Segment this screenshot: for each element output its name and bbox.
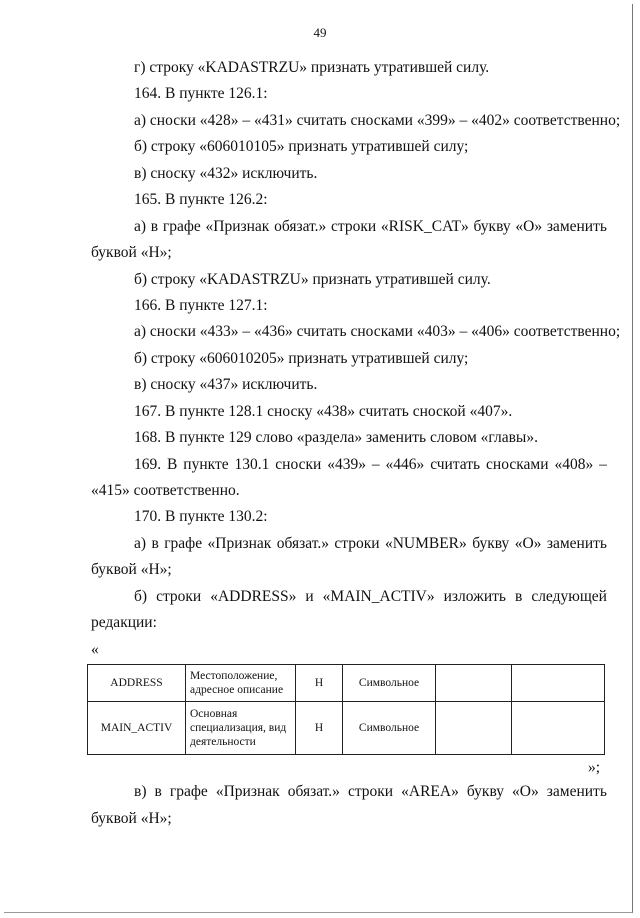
word: «Признак: [205, 218, 270, 235]
word: букву: [473, 218, 511, 235]
word: «О»: [512, 783, 539, 800]
section-heading-164: 164. В пункте 126.1:: [134, 85, 268, 102]
open-quote: «: [91, 641, 99, 658]
section-heading-169: [134, 455, 607, 474]
section-heading-165: 165. В пункте 126.2:: [134, 191, 268, 208]
attribute-table: [87, 664, 605, 755]
word: –: [599, 456, 607, 473]
word: а): [134, 535, 147, 552]
word: сноски: [275, 456, 322, 473]
word: «NUMBER»: [384, 535, 467, 552]
table-cell-required: Н: [296, 702, 343, 755]
table-cell-name: ADDRESS: [88, 665, 186, 702]
word: 130.1: [234, 456, 270, 473]
text-line: редакции:: [91, 614, 157, 631]
word: –: [371, 456, 380, 473]
word: обязат.»: [276, 535, 329, 552]
section-heading-168: 168. В пункте 129 слово «раздела» заменить словом «главы».: [134, 429, 538, 446]
word: а): [134, 218, 147, 235]
text-line: «415» соответственно.: [91, 482, 240, 499]
word: обязат.»: [287, 783, 340, 800]
table-cell-empty: [512, 665, 605, 702]
word: строки: [347, 783, 394, 800]
word: обязат.»: [274, 218, 327, 235]
word: в): [134, 783, 147, 800]
word: в: [150, 218, 159, 235]
word: заменить: [546, 535, 607, 552]
word: строки: [331, 218, 377, 235]
word: в: [154, 783, 162, 800]
word: 169.: [134, 456, 162, 473]
word: «О»: [514, 535, 542, 552]
table-cell-description: Местоположение, адресное описание: [186, 665, 296, 702]
word: букву: [466, 783, 504, 800]
text-line: г) строку «KADASTRZU» признать утратившей силу.: [134, 59, 490, 76]
word: в: [151, 535, 159, 552]
text-line-justified: [134, 217, 607, 236]
page-number: 49: [313, 25, 327, 40]
word: букву: [472, 535, 510, 552]
text-line-justified: [134, 782, 607, 801]
word: «408»: [554, 456, 594, 473]
word: «О»: [515, 218, 543, 235]
text-line: б) строку «606010105» признать утратившей силу;: [134, 138, 469, 155]
word: графе: [164, 535, 203, 552]
word: пункте: [183, 456, 229, 473]
table-cell-empty: [436, 702, 512, 755]
word: «MAIN_ACTIV»: [322, 588, 435, 605]
text-line-justified: [134, 534, 607, 553]
text-line: буквой «Н»;: [91, 561, 172, 578]
text-line-justified: [134, 587, 607, 606]
word: в: [514, 588, 523, 605]
text-line: буквой «Н»;: [91, 244, 172, 261]
text-line: в) сноску «437» исключить.: [134, 376, 318, 393]
table-cell-required: Н: [296, 665, 343, 702]
text-line: б) строку «606010205» признать утратившей силу;: [134, 350, 469, 367]
word: В: [167, 456, 178, 473]
word: заменить: [546, 218, 607, 235]
word: сносками: [486, 456, 549, 473]
word: «Признак: [215, 783, 280, 800]
word: «Признак: [207, 535, 272, 552]
section-heading-166: 166. В пункте 127.1:: [134, 297, 268, 314]
text-line: а) сноски «428» – «431» считать сносками «399» – «402» соответственно;: [134, 112, 621, 129]
word: «439»: [327, 456, 366, 473]
word: графе: [162, 218, 201, 235]
word: графе: [169, 783, 208, 800]
word: строки: [156, 588, 202, 605]
word: строки: [334, 535, 380, 552]
word: «446»: [385, 456, 425, 473]
table-row: [88, 702, 605, 755]
word: следующей: [531, 588, 607, 605]
word: изложить: [443, 588, 506, 605]
word: заменить: [546, 783, 607, 800]
word: «RISK_CAT»: [380, 218, 469, 235]
text-line: б) строку «KADASTRZU» признать утратившей силу.: [134, 271, 491, 288]
table-cell-name: MAIN_ACTIV: [88, 702, 186, 755]
word: считать: [430, 456, 481, 473]
word: «AREA»: [401, 783, 459, 800]
table-cell-type: Символьное: [343, 702, 436, 755]
word: «ADDRESS»: [210, 588, 297, 605]
word: б): [134, 588, 148, 605]
table-cell-empty: [436, 665, 512, 702]
table-cell-empty: [512, 702, 605, 755]
text-line: а) сноски «433» – «436» считать сносками «403» – «406» соответственно;: [134, 323, 621, 340]
text-line: в) сноску «432» исключить.: [134, 165, 318, 182]
section-heading-170: 170. В пункте 130.2:: [134, 508, 268, 525]
table-cell-description: Основная специализация, вид деятельности: [186, 702, 296, 755]
table-row: [88, 665, 605, 702]
word: и: [305, 588, 314, 605]
table-cell-type: Символьное: [343, 665, 436, 702]
section-heading-167: 167. В пункте 128.1 сноску «438» считать сноской «407».: [134, 403, 513, 420]
text-line: буквой «Н»;: [91, 810, 172, 827]
close-quote: »;: [588, 759, 601, 776]
